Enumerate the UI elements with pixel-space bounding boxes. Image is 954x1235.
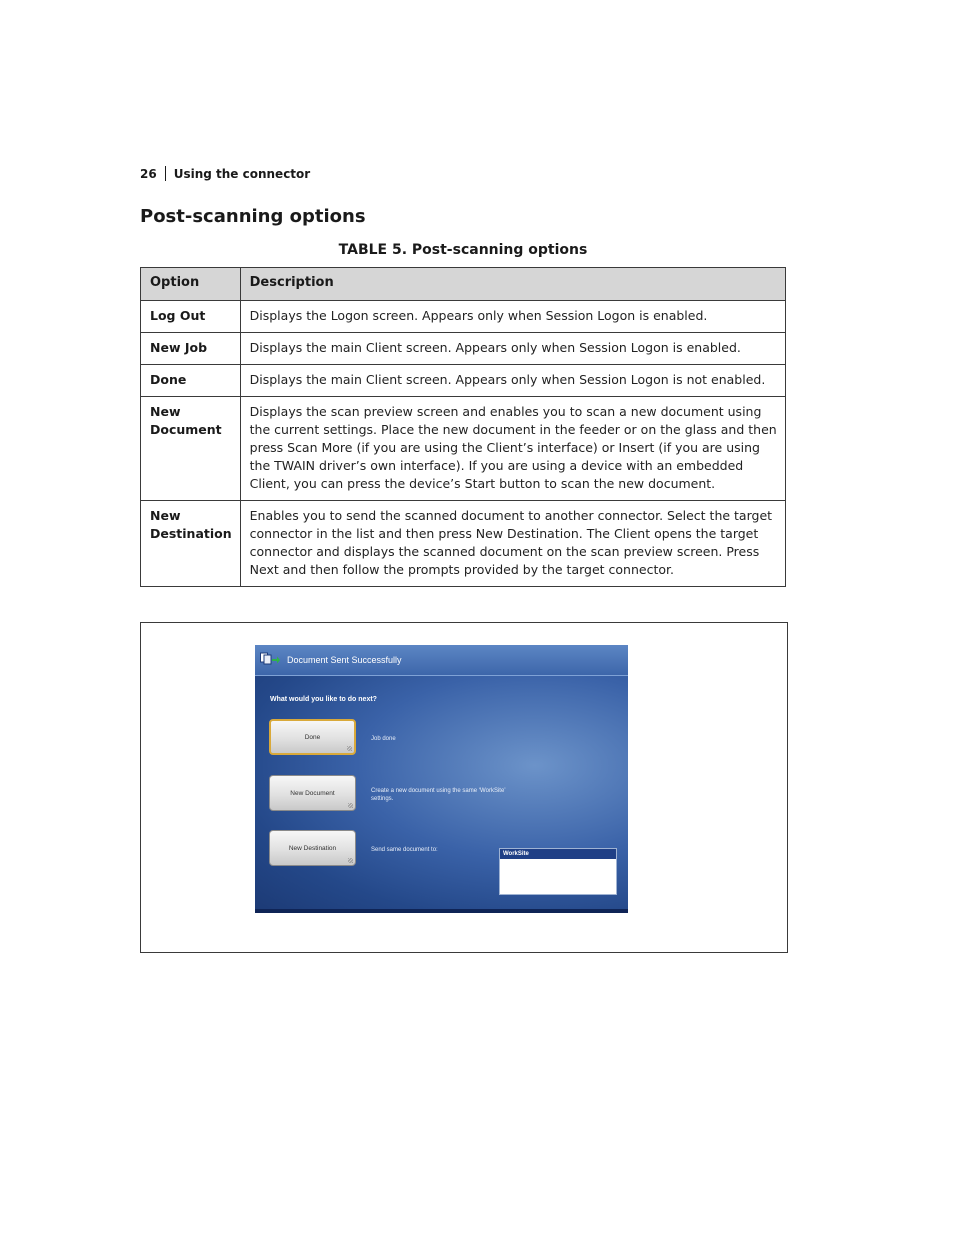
description-cell: Displays the main Client screen. Appears only when Session Logon is enabled. (240, 333, 785, 365)
table-row (141, 301, 786, 333)
grip-icon (348, 803, 353, 808)
scanner-app-icon (260, 652, 280, 666)
destination-list-item[interactable]: WorkSite (500, 849, 616, 859)
screenshot-bottom-bar (255, 909, 628, 913)
page-header (140, 166, 310, 181)
new-document-description: Create a new document using the same ‘WorkSite’ settings. (371, 788, 506, 802)
column-header-option: Option (141, 268, 241, 301)
column-header-description: Description (240, 268, 785, 301)
option-cell: New Job (141, 333, 241, 365)
page-number: 26 (140, 166, 157, 181)
new-destination-description: Send same document to: (371, 847, 438, 853)
option-cell: New Destination (141, 501, 241, 587)
options-table (140, 267, 786, 587)
description-cell: Displays the Logon screen. Appears only when Session Logon is enabled. (240, 301, 785, 333)
description-cell: Displays the main Client screen. Appears only when Session Logon is not enabled. (240, 365, 785, 397)
option-cell: Done (141, 365, 241, 397)
option-cell: New Document (141, 397, 241, 501)
description-cell: Displays the scan preview screen and enables you to scan a new document using the current settings. Place the new document in the feeder or on the glass and then press Scan More (if you are using the Client’s interface) or Insert (if you are using the TWAIN driver’s own interface). If you are using a device with an embedded Client, you can press the device’s Start button to scan the new document. (240, 397, 785, 501)
description-cell: Enables you to send the scanned document to another connector. Select the target connector in the list and then press New Destination. The Client opens the target connector and displays the scanned document on the scan preview screen. Press Next and then follow the prompts provided by the target connector. (240, 501, 785, 587)
new-destination-button-label: New Destination (288, 844, 337, 852)
destination-list[interactable] (499, 848, 617, 895)
table-row (141, 365, 786, 397)
done-button[interactable] (269, 719, 356, 755)
done-button-label: Done (304, 733, 321, 741)
next-action-prompt: What would you like to do next? (270, 696, 377, 703)
new-document-button-label: New Document (290, 789, 335, 797)
header-divider (165, 166, 166, 181)
done-description: Job done (371, 736, 396, 742)
grip-icon (347, 746, 352, 751)
new-document-button[interactable] (269, 775, 356, 811)
section-title: Post-scanning options (140, 206, 366, 227)
new-destination-button[interactable] (269, 830, 356, 866)
grip-icon (348, 858, 353, 863)
table-header-row (141, 268, 786, 301)
table-row (141, 397, 786, 501)
table-caption: TABLE 5. Post-scanning options (338, 242, 588, 258)
screenshot-title: Document Sent Successfully (287, 655, 402, 665)
table-row (141, 501, 786, 587)
table-row (141, 333, 786, 365)
embedded-screenshot (255, 645, 628, 913)
header-section: Using the connector (173, 166, 311, 181)
screenshot-titlebar (255, 645, 628, 676)
option-cell: Log Out (141, 301, 241, 333)
